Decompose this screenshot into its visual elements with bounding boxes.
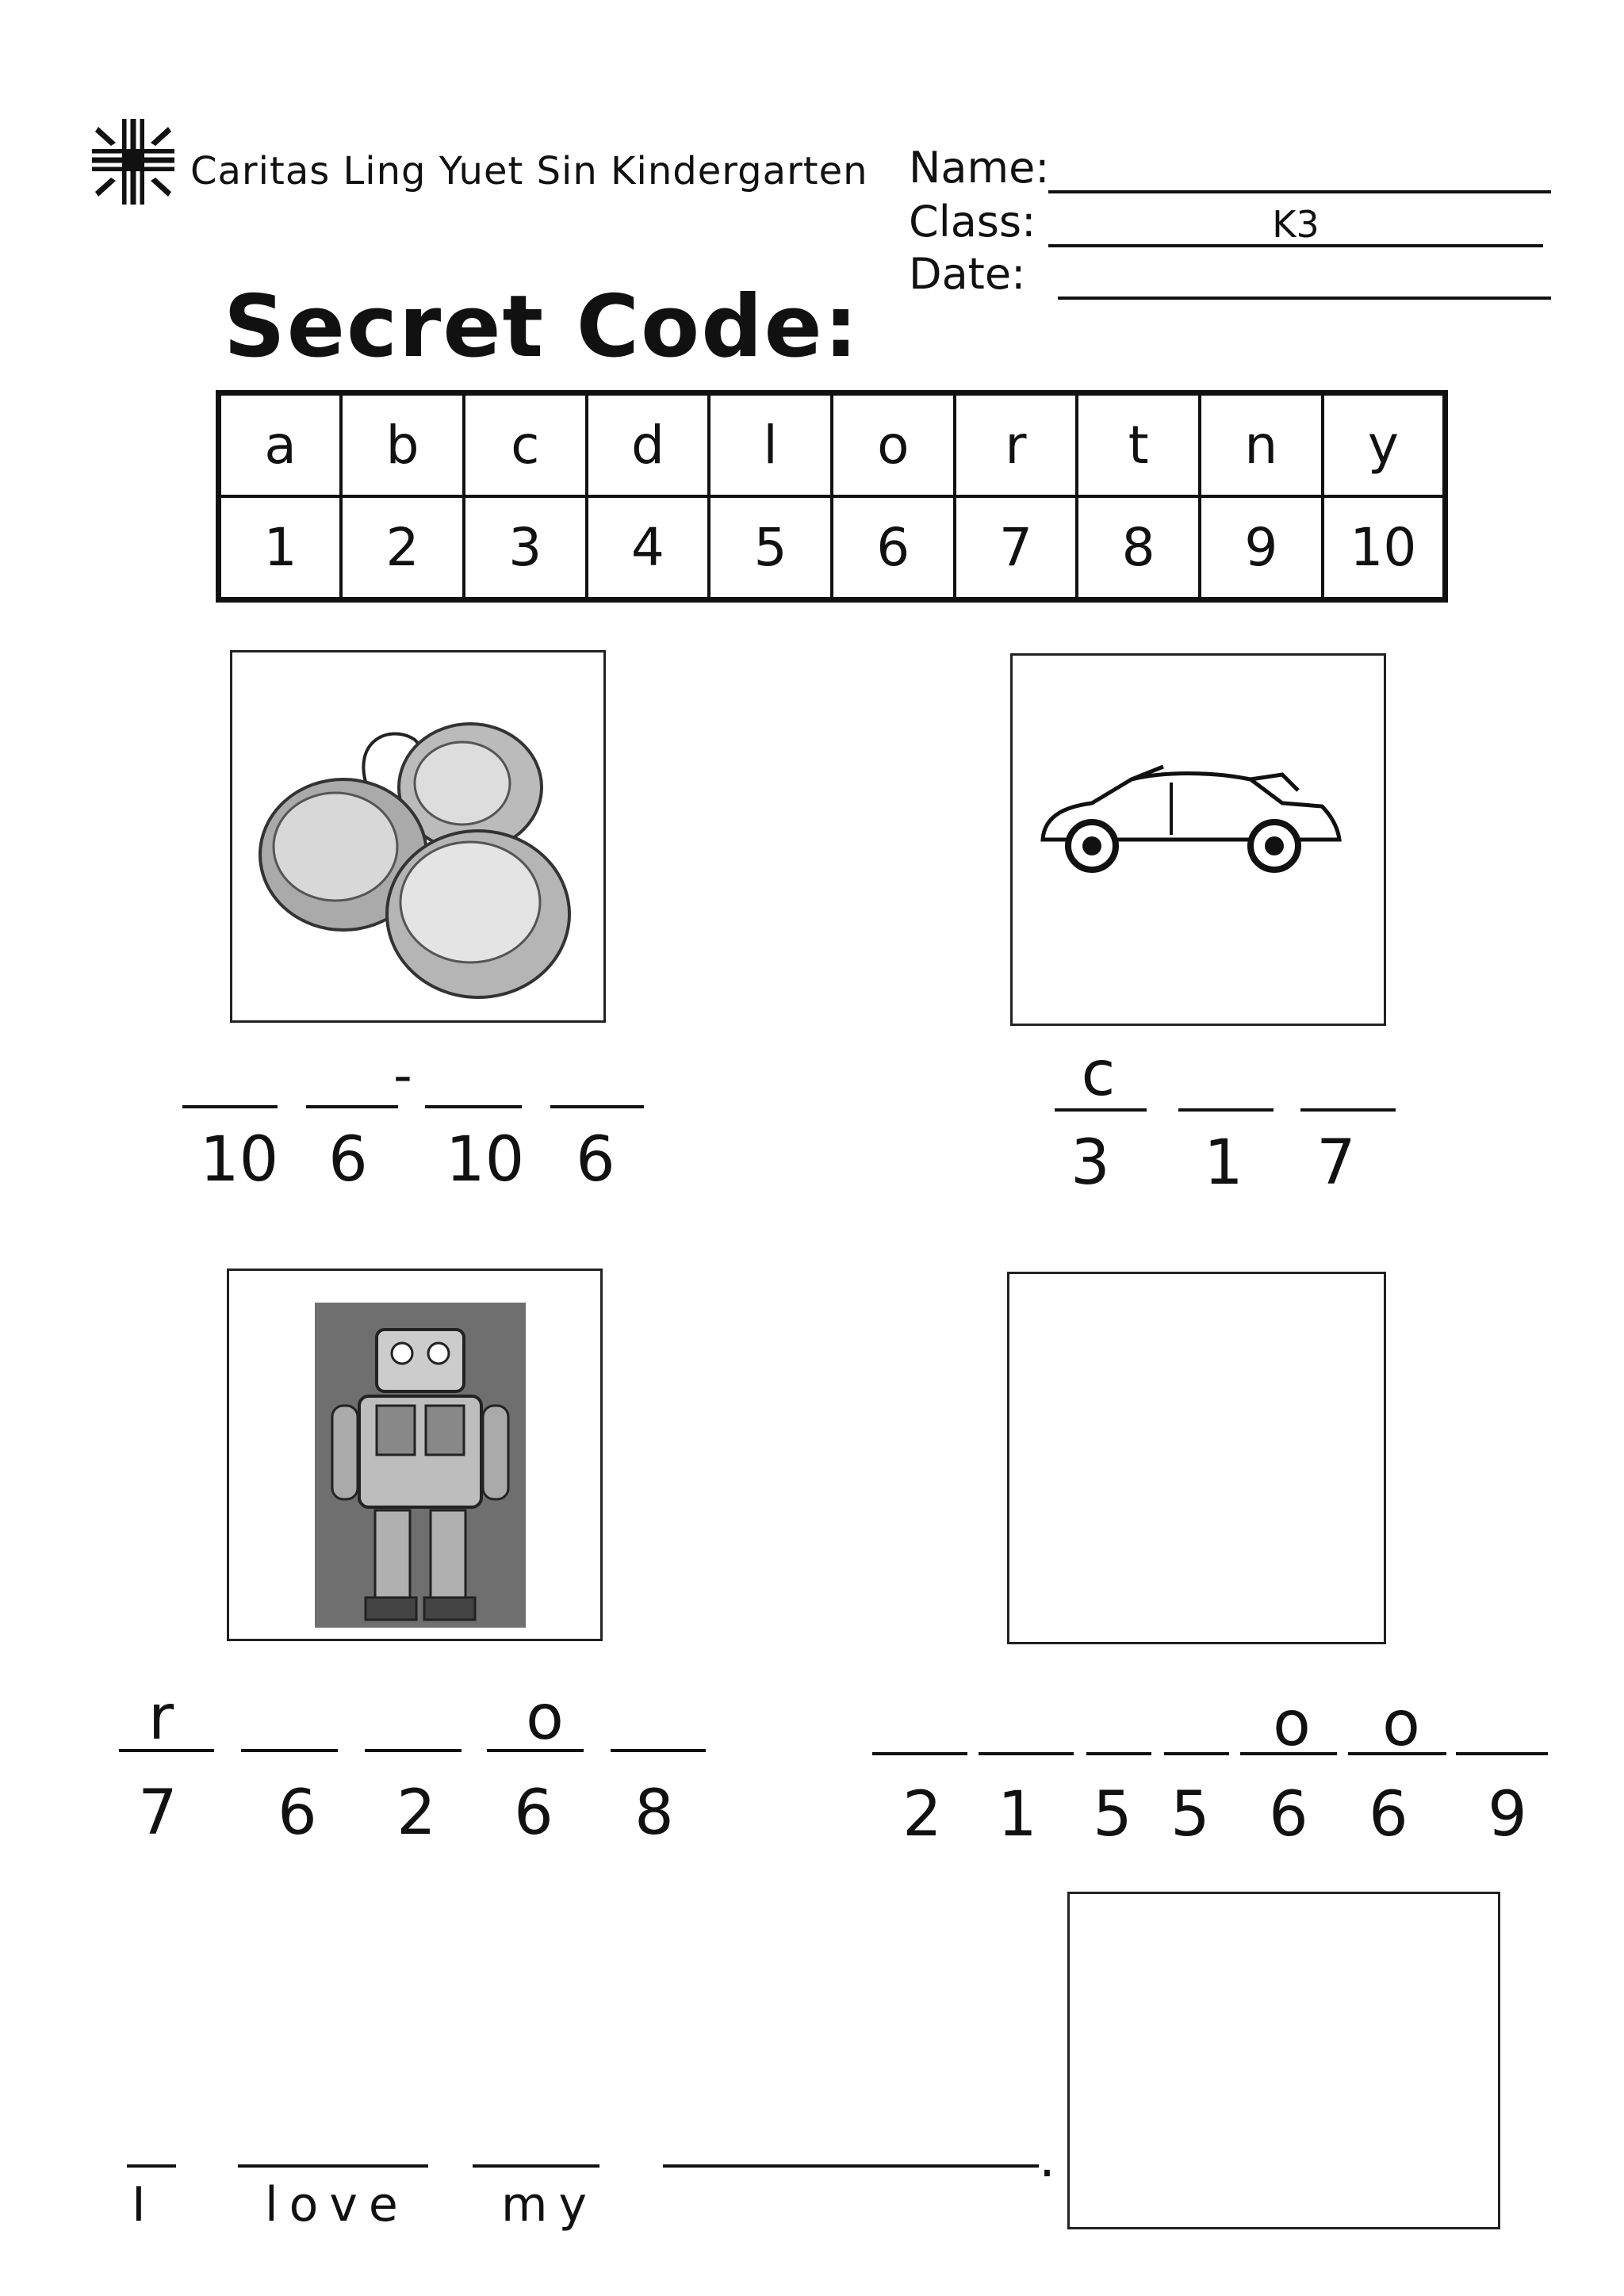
car-picture-frame [1010, 653, 1386, 1026]
code-digit: 6 [1369, 1779, 1408, 1850]
given-letter: o [1382, 1689, 1420, 1760]
code-digit: 6 [328, 1124, 368, 1196]
code-digit: 5 [1093, 1779, 1132, 1850]
code-digit: 7 [1316, 1127, 1356, 1199]
car-icon [1013, 656, 1384, 1024]
answer-blank[interactable] [979, 1752, 1074, 1755]
code-letter: l [709, 393, 832, 497]
yoyo-picture-frame [230, 650, 606, 1023]
answer-blank[interactable] [1300, 1108, 1396, 1112]
drawing-box[interactable] [1007, 1272, 1386, 1644]
name-label: Name: [909, 143, 1050, 193]
code-letter: n [1200, 393, 1323, 497]
answer-blank[interactable] [182, 1105, 278, 1108]
code-number: 1 [219, 496, 342, 600]
robot-picture-frame [227, 1269, 603, 1641]
code-letter: d [587, 393, 710, 497]
class-label: Class: [909, 197, 1036, 247]
answer-blank[interactable] [487, 1749, 584, 1752]
yoyo-icon [232, 652, 603, 1020]
answer-blank[interactable] [119, 1749, 214, 1752]
sentence-word: love [265, 2177, 409, 2233]
code-digit: 6 [514, 1777, 553, 1849]
code-letter: y [1323, 393, 1446, 497]
code-letter: c [464, 393, 587, 497]
answer-blank[interactable] [872, 1752, 967, 1755]
date-label: Date: [909, 249, 1026, 299]
sentence-blank[interactable] [238, 2164, 428, 2168]
code-letter: o [832, 393, 955, 497]
sentence-word: my [501, 2177, 598, 2233]
code-digit: 6 [1269, 1779, 1308, 1850]
answer-blank[interactable] [1456, 1752, 1548, 1755]
code-digit: 9 [1488, 1779, 1527, 1850]
given-letter: c [1081, 1039, 1116, 1110]
code-digit: 8 [634, 1777, 674, 1849]
secret-code-table [216, 390, 1448, 603]
code-digit: 2 [396, 1777, 436, 1849]
answer-blank[interactable] [1164, 1752, 1229, 1755]
code-letter: b [341, 393, 464, 497]
code-digit: 2 [902, 1779, 942, 1850]
hyphen-mark: - [393, 1045, 412, 1106]
class-field[interactable] [1048, 244, 1543, 247]
class-value: K3 [1272, 203, 1320, 246]
sentence-blank[interactable] [473, 2164, 599, 2168]
sentence-blank[interactable] [663, 2164, 1039, 2168]
code-number: 3 [464, 496, 587, 600]
answer-blank[interactable] [550, 1105, 644, 1108]
code-letter: t [1077, 393, 1200, 497]
code-letter: a [219, 393, 342, 497]
answer-blank[interactable] [1178, 1108, 1274, 1112]
answer-blank[interactable] [425, 1105, 522, 1108]
code-number: 10 [1323, 496, 1446, 600]
code-digit: 10 [200, 1124, 279, 1196]
letters-row [219, 393, 1446, 497]
code-number: 8 [1077, 496, 1200, 600]
given-letter: o [526, 1682, 564, 1754]
answer-blank[interactable] [1240, 1752, 1337, 1755]
given-letter: o [1273, 1689, 1311, 1760]
code-letter: r [955, 393, 1078, 497]
numbers-row [219, 496, 1446, 600]
robot-icon [315, 1303, 526, 1628]
sentence-word: I [132, 2177, 157, 2233]
code-digit: 7 [138, 1777, 178, 1849]
answer-blank[interactable] [306, 1105, 398, 1108]
code-digit: 6 [576, 1124, 615, 1196]
sentence-drawing-box[interactable] [1067, 1892, 1500, 2229]
date-field[interactable] [1058, 297, 1551, 300]
school-name: Caritas Ling Yuet Sin Kindergarten [190, 149, 868, 193]
page-title: Secret Code: [224, 277, 860, 377]
code-digit: 5 [1170, 1779, 1210, 1850]
answer-blank[interactable] [611, 1749, 706, 1752]
code-number: 4 [587, 496, 710, 600]
sentence-period: . [1039, 2128, 1055, 2189]
name-field[interactable] [1048, 190, 1551, 193]
answer-blank[interactable] [1055, 1108, 1147, 1112]
code-digit: 3 [1071, 1127, 1110, 1199]
code-number: 9 [1200, 496, 1323, 600]
code-digit: 10 [446, 1124, 525, 1196]
code-digit: 1 [998, 1779, 1037, 1850]
cross-logo-icon [92, 119, 174, 205]
code-number: 7 [955, 496, 1078, 600]
answer-blank[interactable] [365, 1749, 462, 1752]
code-digit: 6 [278, 1777, 317, 1849]
code-number: 2 [341, 496, 464, 600]
sentence-blank[interactable] [127, 2164, 176, 2168]
code-digit: 1 [1204, 1127, 1243, 1199]
code-number: 5 [709, 496, 832, 600]
code-number: 6 [832, 496, 955, 600]
answer-blank[interactable] [1348, 1752, 1446, 1755]
answer-blank[interactable] [241, 1749, 338, 1752]
given-letter: r [147, 1682, 174, 1754]
answer-blank[interactable] [1086, 1752, 1151, 1755]
